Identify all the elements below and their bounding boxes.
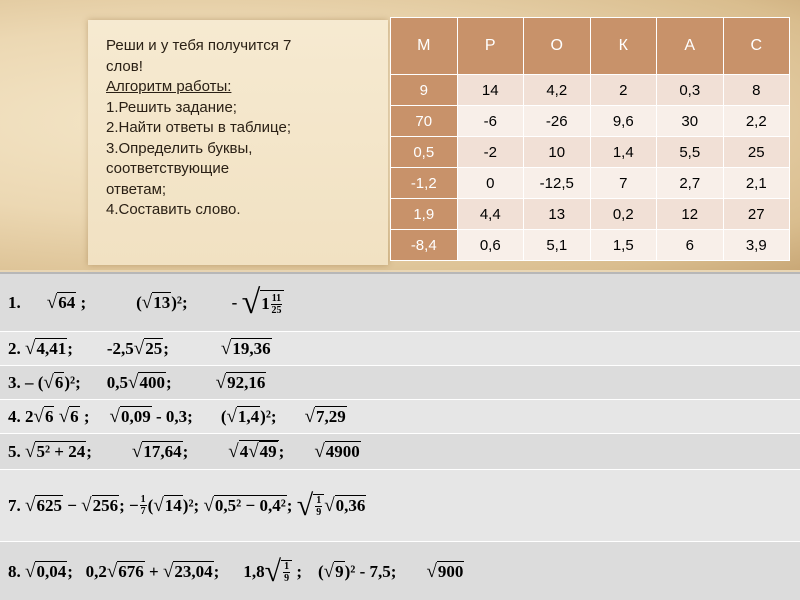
table-cell: 5,1 bbox=[524, 230, 591, 261]
radicand: 0,5² − 0,4² bbox=[214, 496, 286, 515]
table-cell: 1,5 bbox=[590, 230, 657, 261]
sqrt-icon: √ bbox=[304, 405, 316, 427]
separator: ; bbox=[165, 372, 172, 392]
table-header-row bbox=[391, 18, 790, 75]
numerator: 11 bbox=[271, 292, 282, 304]
numerator: 1 bbox=[316, 494, 322, 506]
sqrt-icon: √ bbox=[133, 337, 145, 359]
radicand: 17,64 bbox=[143, 442, 182, 461]
sqrt-icon: √ bbox=[106, 560, 118, 582]
radicand: 13 bbox=[153, 293, 171, 312]
sqrt-icon: √ bbox=[43, 371, 54, 393]
radicand: 256 bbox=[92, 496, 119, 515]
task-number: 2. bbox=[8, 338, 25, 358]
radicand: 7,29 bbox=[316, 407, 346, 426]
task-number: 1. bbox=[8, 292, 21, 312]
separator: ; bbox=[67, 338, 73, 358]
sqrt-icon: √ bbox=[324, 494, 335, 516]
task-row-7 bbox=[0, 470, 800, 542]
task-number: 8. bbox=[8, 561, 25, 581]
table-cell: -1,2 bbox=[391, 168, 458, 199]
coefficient: -2,5 bbox=[106, 338, 134, 358]
radicand: 400 bbox=[139, 373, 165, 392]
table-cell: 7 bbox=[590, 168, 657, 199]
instructions bbox=[106, 36, 386, 221]
radicand: 0,04 bbox=[36, 562, 67, 581]
table-cell: 0,2 bbox=[590, 199, 657, 230]
sqrt-icon: √ bbox=[25, 494, 36, 516]
denominator: 25 bbox=[271, 304, 282, 316]
coefficient: 0,2 bbox=[85, 561, 107, 581]
radicand: 23,04 bbox=[174, 562, 213, 581]
table-cell: 2,7 bbox=[657, 168, 724, 199]
table-cell: 30 bbox=[657, 106, 724, 137]
table-cell: 13 bbox=[524, 199, 591, 230]
sqrt-icon: √ bbox=[241, 283, 261, 321]
separator: )²; bbox=[171, 292, 188, 312]
numerator: 1 bbox=[284, 560, 290, 572]
instruction-step: ответам; bbox=[106, 180, 167, 198]
task-row-5 bbox=[0, 434, 800, 470]
table-cell: 4,4 bbox=[457, 199, 524, 230]
radicand: 25 bbox=[145, 339, 163, 358]
separator: ; bbox=[67, 561, 86, 581]
sqrt-icon: √ bbox=[25, 337, 36, 359]
radicand: 1,4 bbox=[237, 407, 260, 426]
table-row bbox=[391, 199, 790, 230]
sqrt-icon: √ bbox=[141, 291, 153, 313]
table-cell: -2 bbox=[457, 137, 524, 168]
task-row-1 bbox=[0, 274, 800, 332]
operator: − bbox=[62, 495, 82, 515]
coefficient: 1,8 bbox=[243, 561, 265, 581]
table-row bbox=[391, 168, 790, 199]
header-cell: М bbox=[391, 18, 458, 75]
separator: ; bbox=[286, 495, 297, 515]
instruction-step: 4.Составить слово. bbox=[106, 201, 241, 218]
algorithm-heading: Алгоритм работы: bbox=[106, 78, 232, 95]
sqrt-icon: √ bbox=[25, 440, 36, 462]
radicand: 14 bbox=[164, 496, 182, 515]
radicand: 676 bbox=[118, 562, 144, 581]
instruction-step: соответствующие bbox=[106, 160, 230, 177]
sqrt-icon: √ bbox=[131, 440, 143, 462]
sqrt-icon: √ bbox=[220, 337, 232, 359]
sqrt-icon: √ bbox=[314, 440, 325, 462]
task-number: 7. bbox=[8, 495, 25, 515]
radicand: 900 bbox=[437, 562, 464, 581]
table-row bbox=[391, 75, 790, 106]
sqrt-icon: √ bbox=[25, 560, 36, 582]
instruction-step: 1.Решить задание; bbox=[106, 98, 237, 116]
table-cell: 70 bbox=[391, 106, 458, 137]
table-row bbox=[391, 137, 790, 168]
table-cell: 0,6 bbox=[457, 230, 524, 261]
denominator: 9 bbox=[316, 506, 322, 518]
table-cell: 2 bbox=[590, 75, 657, 106]
radicand: 4,41 bbox=[36, 339, 67, 358]
table-cell: 9,6 bbox=[590, 106, 657, 137]
table-cell: 0,5 bbox=[391, 137, 458, 168]
separator: ; bbox=[278, 441, 285, 461]
fraction bbox=[315, 495, 322, 518]
radicand bbox=[281, 560, 292, 584]
separator: ; bbox=[163, 338, 169, 358]
sqrt-icon: √ bbox=[153, 494, 164, 516]
radicand: 6 bbox=[54, 373, 64, 392]
sqrt-icon: √ bbox=[128, 371, 139, 393]
radicand: 0,09 bbox=[120, 407, 151, 426]
table-cell: 3,9 bbox=[723, 230, 790, 261]
separator: ; bbox=[79, 406, 90, 426]
header-cell: А bbox=[657, 18, 724, 75]
task-number: 3. – ( bbox=[8, 372, 44, 392]
operator: + bbox=[144, 561, 163, 581]
separator: ; bbox=[119, 495, 129, 515]
answer-table bbox=[390, 17, 790, 261]
separator: ; bbox=[292, 561, 302, 581]
radicand bbox=[260, 290, 284, 316]
table-cell: 6 bbox=[657, 230, 724, 261]
sqrt-icon: √ bbox=[46, 291, 58, 313]
task-row-3 bbox=[0, 366, 800, 400]
table-cell: 5,5 bbox=[657, 137, 724, 168]
table-cell: 0,3 bbox=[657, 75, 724, 106]
radicand: 6 bbox=[44, 407, 54, 426]
sqrt-icon: √ bbox=[264, 554, 282, 588]
header-cell: Р bbox=[457, 18, 524, 75]
denominator: 9 bbox=[284, 572, 290, 584]
minus-sign: - bbox=[231, 292, 242, 312]
paren: )² bbox=[182, 495, 194, 515]
numerator: 1 bbox=[140, 494, 146, 505]
radicand: 64 bbox=[58, 293, 76, 312]
separator: ; bbox=[193, 495, 204, 515]
instruction-line: Реши и у тебя получится 7 bbox=[106, 37, 292, 54]
minus-sign: − bbox=[128, 495, 139, 515]
table-cell: -26 bbox=[524, 106, 591, 137]
table-cell: -8,4 bbox=[391, 230, 458, 261]
table-cell: 25 bbox=[723, 137, 790, 168]
table-cell: 1,9 bbox=[391, 199, 458, 230]
task-number: 4. 2 bbox=[8, 406, 34, 426]
header-cell: С bbox=[723, 18, 790, 75]
table-cell: 1,4 bbox=[590, 137, 657, 168]
outer-value: 4 bbox=[239, 442, 249, 461]
sqrt-icon: √ bbox=[226, 405, 237, 427]
sqrt-icon: √ bbox=[248, 441, 259, 462]
paren: ( bbox=[147, 495, 154, 515]
separator: )²; bbox=[64, 372, 81, 392]
task-row-2 bbox=[0, 332, 800, 366]
task-row-8 bbox=[0, 542, 800, 600]
instruction-step: 2.Найти ответы в таблице; bbox=[106, 119, 291, 136]
separator: ; bbox=[86, 441, 92, 461]
radicand: 92,16 bbox=[227, 373, 266, 392]
radicand: 4900 bbox=[325, 442, 360, 461]
header-cell: О bbox=[524, 18, 591, 75]
table-cell: 27 bbox=[723, 199, 790, 230]
table-cell: 9 bbox=[391, 75, 458, 106]
radicand bbox=[239, 440, 279, 463]
sqrt-icon: √ bbox=[228, 440, 239, 462]
table-cell: -12,5 bbox=[524, 168, 591, 199]
table-cell: -6 bbox=[457, 106, 524, 137]
separator: ; bbox=[76, 292, 87, 312]
table-cell: 2,1 bbox=[723, 168, 790, 199]
separator: )² - 7,5; bbox=[344, 561, 397, 581]
sqrt-icon: √ bbox=[58, 405, 70, 427]
table-row bbox=[391, 106, 790, 137]
table-cell: 10 bbox=[524, 137, 591, 168]
radicand bbox=[313, 494, 324, 518]
sqrt-icon: √ bbox=[215, 371, 227, 393]
paren: ( bbox=[220, 406, 227, 426]
sqrt-icon: √ bbox=[203, 494, 214, 516]
task-number: 5. bbox=[8, 441, 25, 461]
table-cell: 8 bbox=[723, 75, 790, 106]
table-row bbox=[391, 230, 790, 261]
table-cell: 0 bbox=[457, 168, 524, 199]
radicand: 5² + 24 bbox=[36, 442, 86, 461]
fraction bbox=[140, 494, 147, 517]
sqrt-icon: √ bbox=[109, 405, 120, 427]
task-row-4 bbox=[0, 400, 800, 434]
sqrt-icon: √ bbox=[162, 560, 174, 582]
sqrt-icon: √ bbox=[323, 560, 335, 582]
radicand: 9 bbox=[335, 562, 344, 581]
sqrt-icon: √ bbox=[296, 488, 314, 522]
table-cell: 2,2 bbox=[723, 106, 790, 137]
radicand: 625 bbox=[36, 496, 62, 515]
radicand: 0,36 bbox=[335, 496, 366, 515]
separator: )²; bbox=[260, 406, 277, 426]
separator: ; bbox=[213, 561, 220, 581]
sqrt-icon: √ bbox=[81, 494, 92, 516]
denominator: 7 bbox=[140, 506, 146, 517]
coefficient: 0,5 bbox=[106, 372, 129, 392]
fraction bbox=[271, 293, 282, 316]
sqrt-icon: √ bbox=[426, 560, 437, 582]
inner-radicand: 49 bbox=[259, 442, 277, 461]
instruction-line: слов! bbox=[106, 57, 143, 75]
radicand: 19,36 bbox=[232, 339, 271, 358]
instruction-step: 3.Определить буквы, bbox=[106, 139, 253, 157]
task-list bbox=[0, 272, 800, 600]
radicand: 6 bbox=[70, 407, 79, 426]
separator: ; bbox=[182, 441, 189, 461]
paren: ( bbox=[136, 292, 142, 312]
header-cell: К bbox=[590, 18, 657, 75]
paren: ( bbox=[317, 561, 324, 581]
mixed-int: 1 bbox=[261, 294, 270, 313]
table-cell: 4,2 bbox=[524, 75, 591, 106]
sqrt-icon: √ bbox=[33, 405, 44, 427]
table-cell: 14 bbox=[457, 75, 524, 106]
fraction bbox=[283, 561, 290, 584]
separator: - 0,3; bbox=[151, 406, 193, 426]
table-cell: 12 bbox=[657, 199, 724, 230]
